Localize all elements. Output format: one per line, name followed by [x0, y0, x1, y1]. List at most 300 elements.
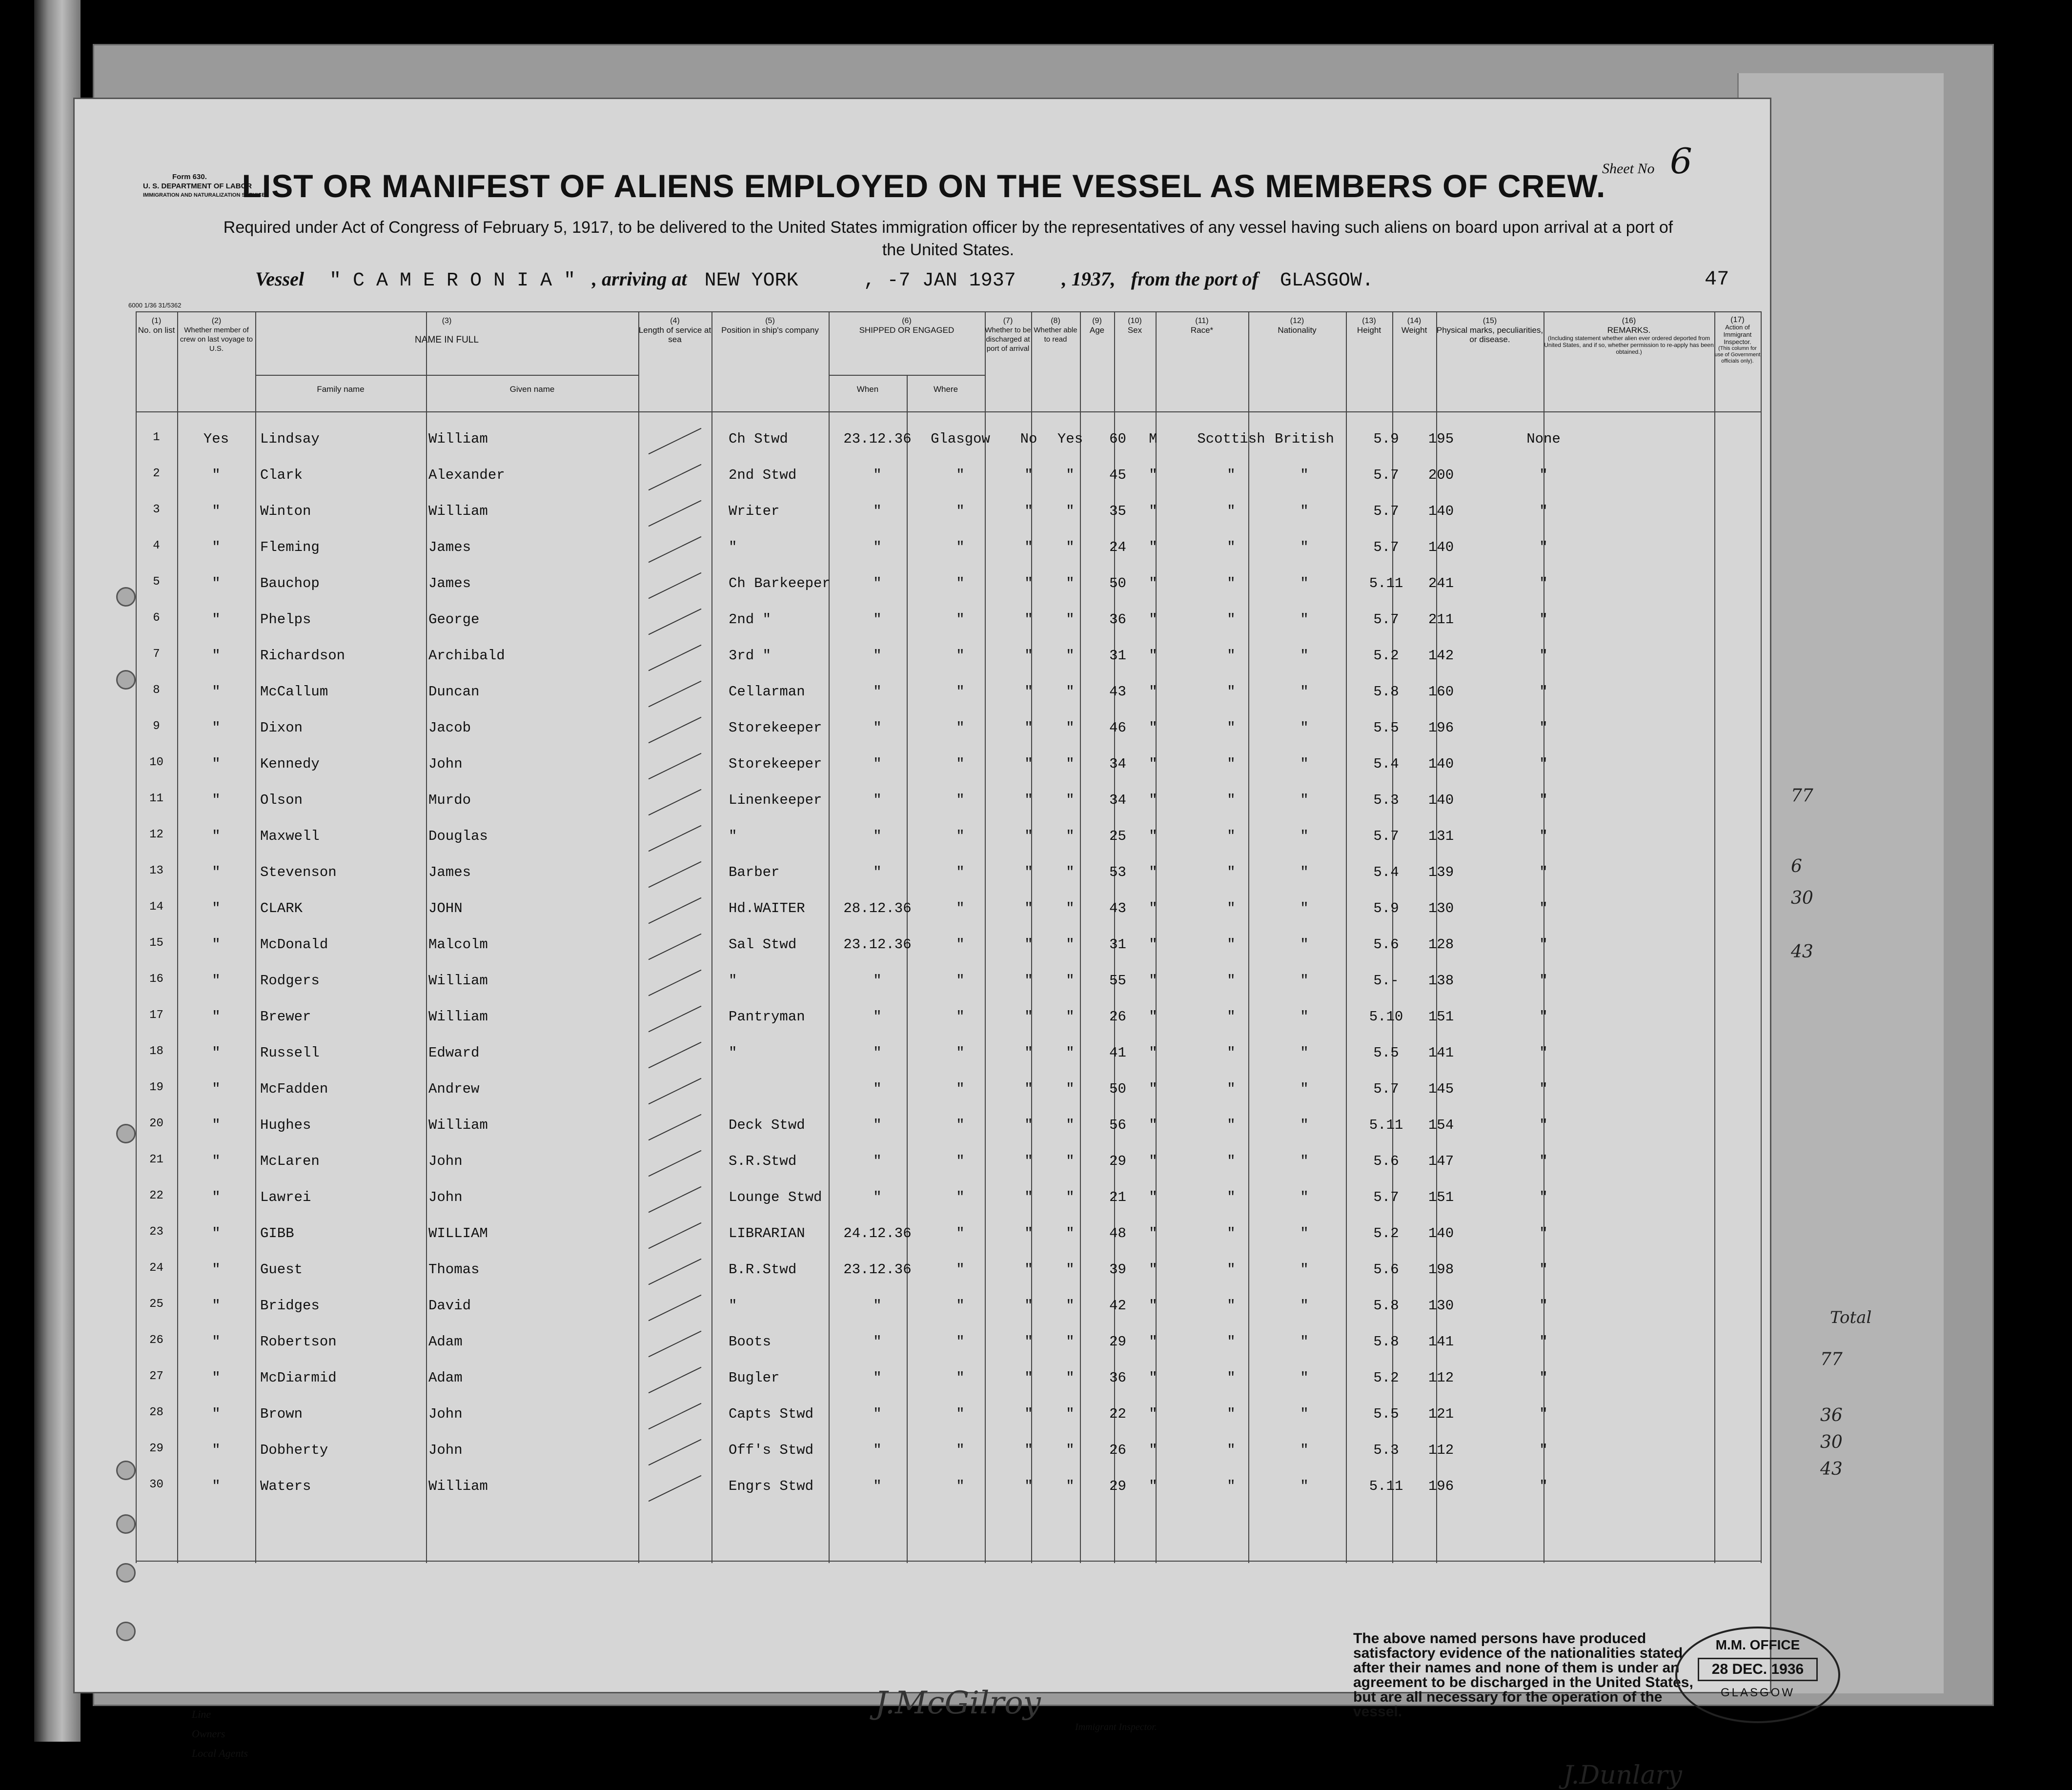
shipped-where-cell: " [956, 1442, 965, 1458]
given-name-cell: William [428, 503, 488, 519]
age-cell: 29 [1109, 1334, 1126, 1350]
nationality-cell: " [1300, 756, 1309, 772]
sex-cell: " [1149, 1261, 1158, 1278]
age-cell: 24 [1109, 539, 1126, 555]
discharged-cell: " [1024, 1117, 1033, 1133]
previous-voyage-cell: " [212, 1153, 221, 1169]
row-number-cell: 19 [149, 1081, 163, 1094]
able-to-read-cell: " [1066, 900, 1075, 916]
height-cell: 5.7 [1373, 539, 1399, 555]
nationality-cell: " [1300, 1045, 1309, 1061]
header-number: (1) [151, 317, 162, 325]
office-stamp [1675, 1627, 1840, 1723]
given-name-cell: James [428, 575, 471, 591]
sex-cell: " [1149, 828, 1158, 844]
given-name-cell: Thomas [428, 1261, 480, 1278]
header-number: (4) [670, 317, 680, 325]
age-cell: 56 [1109, 1117, 1126, 1133]
physical-marks-cell: " [1539, 973, 1548, 989]
table-row [136, 818, 1761, 854]
table-row [136, 421, 1761, 457]
service-tick-mark [649, 1403, 702, 1429]
table-row [136, 891, 1761, 927]
race-cell: " [1227, 1081, 1236, 1097]
previous-voyage-cell: " [212, 900, 221, 916]
weight-cell: 154 [1428, 1117, 1454, 1133]
header-number: (10) [1128, 317, 1142, 325]
header-note: (Including statement whether alien ever ordered deported from United States, and if so, whether permission to re-apply has been obtained.) [1544, 335, 1714, 355]
header-text: Physical marks, peculiarities, or disease. [1436, 325, 1544, 344]
nationality-cell: " [1300, 1298, 1309, 1314]
row-number-cell: 9 [153, 720, 160, 733]
weight-cell: 211 [1428, 611, 1454, 628]
able-to-read-cell: " [1066, 1117, 1075, 1133]
previous-voyage-cell: " [212, 1298, 221, 1314]
row-number-cell: 14 [149, 900, 163, 914]
physical-marks-cell: " [1539, 756, 1548, 772]
header-where: Where [933, 385, 958, 394]
row-number-cell: 20 [149, 1117, 163, 1130]
nationality-cell: " [1300, 467, 1309, 483]
table-row [136, 602, 1761, 638]
able-to-read-cell: " [1066, 1298, 1075, 1314]
row-number-cell: 22 [149, 1189, 163, 1202]
header-text: Weight [1401, 325, 1427, 335]
height-cell: 5.7 [1373, 1081, 1399, 1097]
service-tick-mark [649, 572, 702, 599]
previous-voyage-cell: " [212, 1261, 221, 1278]
punch-hole [116, 1514, 136, 1534]
shipped-where-cell: " [956, 503, 965, 519]
row-number-cell: 2 [153, 467, 160, 480]
physical-marks-cell: " [1539, 1045, 1548, 1061]
punch-hole [116, 587, 136, 607]
weight-cell: 130 [1428, 1298, 1454, 1314]
position-cell: " [729, 828, 737, 844]
table-row [136, 1288, 1761, 1324]
shipped-when-cell: " [873, 467, 882, 483]
height-cell: 5.8 [1373, 684, 1399, 700]
sex-cell: " [1149, 1117, 1158, 1133]
physical-marks-cell: " [1539, 900, 1548, 916]
header-weight [1392, 316, 1436, 335]
age-cell: 60 [1109, 431, 1126, 447]
nationality-cell: " [1300, 648, 1309, 664]
table-rule [1761, 311, 1762, 1563]
arrival-port: NEW YORK [704, 270, 798, 292]
sex-cell: " [1149, 720, 1158, 736]
nationality-cell: " [1300, 1261, 1309, 1278]
header-number: (15) [1483, 317, 1497, 325]
previous-voyage-cell: " [212, 611, 221, 628]
discharged-cell: " [1024, 684, 1033, 700]
table-row [136, 782, 1761, 818]
weight-cell: 112 [1428, 1370, 1454, 1386]
table-row [136, 1432, 1761, 1468]
age-cell: 48 [1109, 1225, 1126, 1241]
row-number-cell: 7 [153, 648, 160, 661]
header-number: (6) [902, 317, 912, 325]
shipped-where-cell: " [956, 1261, 965, 1278]
row-number-cell: 21 [149, 1153, 163, 1166]
height-cell: 5.6 [1373, 1153, 1399, 1169]
height-cell: 5.11 [1369, 575, 1403, 591]
discharged-cell: " [1024, 1478, 1033, 1494]
discharged-cell: " [1024, 1442, 1033, 1458]
family-name-cell: CLARK [260, 900, 303, 916]
service-tick-mark [649, 1114, 702, 1140]
row-number-cell: 3 [153, 503, 160, 516]
family-name-cell: Phelps [260, 611, 311, 628]
family-name-cell: Dobherty [260, 1442, 328, 1458]
sex-cell: M [1149, 431, 1158, 447]
physical-marks-cell: " [1539, 1334, 1548, 1350]
nationality-cell: " [1300, 1225, 1309, 1241]
position-cell: Ch Stwd [729, 431, 788, 447]
shipped-when-cell: " [873, 973, 882, 989]
sex-cell: " [1149, 503, 1158, 519]
height-cell: 5.7 [1373, 503, 1399, 519]
age-cell: 45 [1109, 467, 1126, 483]
year-label: , 1937, [1061, 268, 1116, 290]
family-name-cell: McLaren [260, 1153, 320, 1169]
position-cell: 2nd " [729, 611, 772, 628]
given-name-cell: James [428, 539, 471, 555]
age-cell: 29 [1109, 1153, 1126, 1169]
header-number: (11) [1195, 317, 1209, 325]
nationality-cell: " [1300, 539, 1309, 555]
previous-voyage-cell: " [212, 503, 221, 519]
header-text: Whether to be discharged at port of arrival [985, 326, 1031, 353]
service-tick-mark [649, 609, 702, 635]
able-to-read-cell: " [1066, 648, 1075, 664]
position-cell: Deck Stwd [729, 1117, 805, 1133]
shipped-when-cell: " [873, 1298, 882, 1314]
physical-marks-cell: " [1539, 684, 1548, 700]
header-number: (14) [1407, 317, 1422, 325]
given-name-cell: Adam [428, 1370, 463, 1386]
position-cell: Ch Barkeeper [729, 575, 831, 591]
position-cell: " [729, 1298, 737, 1314]
margin-number: 77 [1820, 1349, 1843, 1369]
shipped-when-cell: " [873, 756, 882, 772]
row-number-cell: 12 [149, 828, 163, 841]
header-nationality [1248, 316, 1346, 335]
given-name-cell: James [428, 864, 471, 880]
row-number-cell: 4 [153, 539, 160, 552]
able-to-read-cell: " [1066, 575, 1075, 591]
given-name-cell: John [428, 1153, 463, 1169]
physical-marks-cell: " [1539, 936, 1548, 953]
nationality-cell: " [1300, 611, 1309, 628]
discharged-cell: " [1024, 792, 1033, 808]
shipped-where-cell: " [956, 1225, 965, 1241]
sex-cell: " [1149, 1478, 1158, 1494]
page-number: 47 [1705, 267, 1729, 291]
age-cell: 36 [1109, 1370, 1126, 1386]
position-cell: " [729, 1045, 737, 1061]
weight-cell: 151 [1428, 1189, 1454, 1205]
stamp-date: 28 DEC. 1936 [1698, 1658, 1818, 1681]
from-label: from the port of [1131, 268, 1259, 290]
service-tick-mark [649, 428, 702, 454]
certification-text: The above named persons have produced satisfactory evidence of the nationalities stated after their names and none of them is under an agreement to be discharged in the United States, but are all necessary for the operation of the vessel. [1353, 1630, 1693, 1720]
family-name-cell: Maxwell [260, 828, 320, 844]
given-name-cell: William [428, 1009, 488, 1025]
weight-cell: 147 [1428, 1153, 1454, 1169]
weight-cell: 139 [1428, 864, 1454, 880]
shipped-when-cell: 24.12.36 [843, 1225, 912, 1241]
family-name-cell: Waters [260, 1478, 311, 1494]
row-number-cell: 15 [149, 936, 163, 950]
service-tick-mark [649, 1439, 702, 1465]
position-cell: B.R.Stwd [729, 1261, 797, 1278]
row-number-cell: 23 [149, 1225, 163, 1239]
given-name-cell: JOHN [428, 900, 463, 916]
age-cell: 34 [1109, 792, 1126, 808]
weight-cell: 196 [1428, 1478, 1454, 1494]
race-cell: " [1227, 1370, 1236, 1386]
previous-voyage-cell: " [212, 1009, 221, 1025]
height-cell: 5.3 [1373, 792, 1399, 808]
service-tick-mark [649, 645, 702, 671]
height-cell: 5.8 [1373, 1298, 1399, 1314]
service-tick-mark [649, 681, 702, 707]
physical-marks-cell: " [1539, 1153, 1548, 1169]
family-name-cell: Rodgers [260, 973, 320, 989]
table-rule [136, 311, 1761, 312]
table-row [136, 710, 1761, 746]
margin-number: 77 [1791, 786, 1813, 806]
height-cell: 5.5 [1373, 1406, 1399, 1422]
race-cell: " [1227, 467, 1236, 483]
physical-marks-cell: " [1539, 1298, 1548, 1314]
weight-cell: 241 [1428, 575, 1454, 591]
position-cell: Hd.WAITER [729, 900, 805, 916]
header-text: No. on list [138, 325, 175, 335]
nationality-cell: " [1300, 936, 1309, 953]
discharged-cell: " [1024, 611, 1033, 628]
age-cell: 21 [1109, 1189, 1126, 1205]
previous-voyage-cell: " [212, 1442, 221, 1458]
header-text: REMARKS. [1607, 325, 1651, 335]
given-name-cell: Duncan [428, 684, 480, 700]
able-to-read-cell: " [1066, 1370, 1075, 1386]
department-name: U. S. DEPARTMENT OF LABOR [143, 182, 252, 190]
shipped-when-cell: 23.12.36 [843, 1261, 912, 1278]
discharged-cell: " [1024, 973, 1033, 989]
race-cell: " [1227, 1261, 1236, 1278]
age-cell: 31 [1109, 648, 1126, 664]
position-cell: Boots [729, 1334, 772, 1350]
print-code: 6000 1/36 31/5362 [128, 302, 182, 309]
physical-marks-cell: " [1539, 1225, 1548, 1241]
able-to-read-cell: " [1066, 864, 1075, 880]
discharged-cell: " [1024, 1334, 1033, 1350]
race-cell: " [1227, 756, 1236, 772]
family-name-cell: Guest [260, 1261, 303, 1278]
family-name-cell: McFadden [260, 1081, 328, 1097]
nationality-cell: " [1300, 503, 1309, 519]
physical-marks-cell: " [1539, 864, 1548, 880]
service-tick-mark [649, 1078, 702, 1104]
row-number-cell: 28 [149, 1406, 163, 1419]
table-row [136, 1180, 1761, 1216]
service-tick-mark [649, 1475, 702, 1502]
service-tick-mark [649, 464, 702, 490]
nationality-cell: " [1300, 720, 1309, 736]
page-title: LIST OR MANIFEST OF ALIENS EMPLOYED ON THE VESSEL AS MEMBERS OF CREW. [242, 168, 1606, 204]
inspector-label: Immigrant Inspector. [1075, 1722, 1157, 1732]
punch-hole [116, 1622, 136, 1641]
family-name-cell: Olson [260, 792, 303, 808]
given-name-cell: Douglas [428, 828, 488, 844]
family-name-cell: Bridges [260, 1298, 320, 1314]
previous-voyage-cell: " [212, 792, 221, 808]
agents-label: Local Agents [192, 1747, 248, 1759]
arriving-label: , arriving at [592, 268, 687, 290]
family-name-cell: Brown [260, 1406, 303, 1422]
shipped-when-cell: " [873, 1045, 882, 1061]
owners-label: Owners [192, 1728, 225, 1740]
position-cell: Engrs Stwd [729, 1478, 814, 1494]
race-cell: " [1227, 611, 1236, 628]
weight-cell: 200 [1428, 467, 1454, 483]
nationality-cell: " [1300, 1334, 1309, 1350]
nationality-cell: " [1300, 1442, 1309, 1458]
race-cell: " [1227, 1334, 1236, 1350]
shipped-when-cell: " [873, 720, 882, 736]
table-row [136, 493, 1761, 529]
given-name-cell: Archibald [428, 648, 505, 664]
nationality-cell: " [1300, 792, 1309, 808]
table-row [136, 963, 1761, 999]
physical-marks-cell: " [1539, 1189, 1548, 1205]
table-row [136, 1468, 1761, 1505]
physical-marks-cell: " [1539, 467, 1548, 483]
stamp-top: M.M. OFFICE [1715, 1637, 1800, 1652]
table-row [136, 1071, 1761, 1107]
header-number: (13) [1362, 317, 1376, 325]
physical-marks-cell: " [1539, 539, 1548, 555]
height-cell: 5.6 [1373, 1261, 1399, 1278]
table-row [136, 1324, 1761, 1360]
shipped-where-cell: " [956, 1009, 965, 1025]
race-cell: " [1227, 1117, 1236, 1133]
weight-cell: 160 [1428, 684, 1454, 700]
physical-marks-cell: " [1539, 1478, 1548, 1494]
weight-cell: 140 [1428, 792, 1454, 808]
nationality-cell: " [1300, 1189, 1309, 1205]
shipped-where-cell: Glasgow [931, 431, 990, 447]
physical-marks-cell: " [1539, 611, 1548, 628]
race-cell: " [1227, 575, 1236, 591]
header-inspector-action [1714, 316, 1761, 365]
race-cell: " [1227, 1189, 1236, 1205]
race-cell: " [1227, 1442, 1236, 1458]
sheet-label: Sheet No [1602, 161, 1655, 177]
given-name-cell: Andrew [428, 1081, 480, 1097]
header-text: Sex [1127, 325, 1142, 335]
race-cell: " [1227, 684, 1236, 700]
discharged-cell: " [1024, 828, 1033, 844]
physical-marks-cell: " [1539, 828, 1548, 844]
weight-cell: 196 [1428, 720, 1454, 736]
weight-cell: 131 [1428, 828, 1454, 844]
previous-voyage-cell: " [212, 1478, 221, 1494]
service-tick-mark [649, 500, 702, 527]
service-tick-mark [649, 789, 702, 815]
race-cell: " [1227, 539, 1236, 555]
shipped-when-cell: " [873, 1153, 882, 1169]
shipped-where-cell: " [956, 720, 965, 736]
shipped-where-cell: " [956, 828, 965, 844]
previous-voyage-cell: Yes [203, 431, 229, 447]
able-to-read-cell: " [1066, 1189, 1075, 1205]
shipped-where-cell: " [956, 864, 965, 880]
table-rule [426, 375, 638, 376]
page-subtitle: Required under Act of Congress of February 5, 1917, to be delivered to the United States immigration officer by the representatives of any vessel having such aliens on board upon arrival at a port of the United States. [223, 218, 1673, 259]
given-name-cell: David [428, 1298, 471, 1314]
table-row [136, 638, 1761, 674]
shipped-when-cell: " [873, 1189, 882, 1205]
able-to-read-cell: " [1066, 1045, 1075, 1061]
age-cell: 50 [1109, 575, 1126, 591]
family-name-cell: Robertson [260, 1334, 337, 1350]
previous-voyage-cell: " [212, 575, 221, 591]
age-cell: 26 [1109, 1009, 1126, 1025]
discharged-cell: " [1024, 503, 1033, 519]
able-to-read-cell: " [1066, 1406, 1075, 1422]
age-cell: 29 [1109, 1478, 1126, 1494]
vessel-line [255, 267, 1374, 292]
able-to-read-cell: " [1066, 1442, 1075, 1458]
row-number-cell: 25 [149, 1298, 163, 1311]
height-cell: 5.4 [1373, 756, 1399, 772]
nationality-cell: " [1300, 828, 1309, 844]
given-name-cell: WILLIAM [428, 1225, 488, 1241]
shipped-where-cell: " [956, 1298, 965, 1314]
nationality-cell: " [1300, 575, 1309, 591]
header-text: Length of service at sea [638, 325, 711, 344]
sex-cell: " [1149, 539, 1158, 555]
given-name-cell: Edward [428, 1045, 480, 1061]
given-name-cell: John [428, 1442, 463, 1458]
age-cell: 43 [1109, 900, 1126, 916]
header-text: Height [1357, 325, 1381, 335]
sex-cell: " [1149, 1153, 1158, 1169]
previous-voyage-cell: " [212, 973, 221, 989]
height-cell: 5.7 [1373, 611, 1399, 628]
header-text: Race* [1190, 325, 1214, 335]
given-name-cell: William [428, 1478, 488, 1494]
previous-voyage-cell: " [212, 756, 221, 772]
footer-labels [192, 1705, 248, 1763]
position-cell: Writer [729, 503, 780, 519]
given-name-cell: William [428, 973, 488, 989]
previous-voyage-cell: " [212, 467, 221, 483]
shipped-when-cell: " [873, 575, 882, 591]
departure-port: GLASGOW. [1280, 270, 1374, 292]
race-cell: " [1227, 864, 1236, 880]
weight-cell: 112 [1428, 1442, 1454, 1458]
age-cell: 42 [1109, 1298, 1126, 1314]
height-cell: 5.2 [1373, 1225, 1399, 1241]
position-cell: Lounge Stwd [729, 1189, 822, 1205]
shipped-where-cell: " [956, 611, 965, 628]
shipped-when-cell: " [873, 1442, 882, 1458]
previous-voyage-cell: " [212, 864, 221, 880]
